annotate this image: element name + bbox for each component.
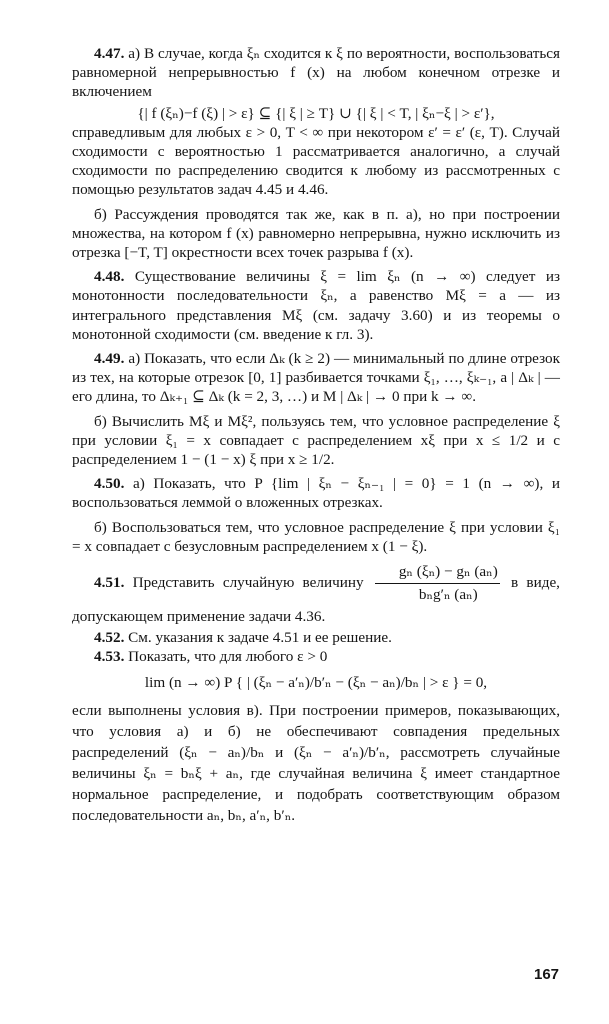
paragraph-4-53 — [72, 647, 560, 666]
fraction-numerator: gₙ (ξₙ) − gₙ (aₙ) — [375, 561, 500, 584]
paragraph-text: в виде, допускающем применение задачи 4.36. — [72, 574, 560, 626]
problem-number: 4.50. — [94, 475, 125, 493]
paragraph-4-50b: б) Воспользоваться тем, что условное распределение ξ при условии ξ₁ = x совпадает с безусловным распределением x (1 − ξ). — [72, 518, 560, 555]
paragraph-text: а) В случае, когда ξₙ сходится к ξ по вероятности, воспользоваться равномерной непрерывностью f (x) на любом конечном отрезке и включением — [72, 45, 560, 101]
page-number: 167 — [534, 966, 560, 983]
paragraph-text: См. указания к задаче 4.51 и ее решение. — [124, 629, 392, 647]
formula-limit: lim (n → ∞) P { | (ξₙ − a′ₙ)/b′ₙ − (ξₙ − aₙ)/bₙ | > ε } = 0, — [144, 674, 488, 692]
paragraph-text: а) Показать, что если Δₖ (k ≥ 2) — минимальный по длине отрезок из тех, на которые отрезок [0, 1] разбивается точками ξ₁, …, ξₖ₋₁, а | Δₖ | — его длина, то Δₖ₊₁ ⊆ Δₖ (k = 2, 3, …) и M | Δₖ | → 0 при k → ∞. — [72, 350, 560, 406]
paragraph-4-47b: б) Рассуждения проводятся так же, как в п. а), но при построении множества, на котором f (x) равномерно непрерывна, нужно исключить из отрезка [−T, T] окрестности всех точек разрыва f (x). — [72, 205, 560, 262]
paragraph-4-47-cont: справедливым для любых ε > 0, T < ∞ при некотором ε′ = ε′ (ε, T). Случай сходимости с вероятностью 1 рассматривается аналогично, а случай сходимости по распределению сводится к любому из рассмотренных с помощью результатов задач 4.45 и 4.46. — [72, 123, 560, 199]
paragraph-4-49a — [72, 349, 560, 407]
paragraph-text: Показать, что для любого ε > 0 — [124, 648, 328, 666]
fraction-denominator: bₙg′ₙ (aₙ) — [418, 586, 478, 604]
formula-inclusion: {| f (ξₙ)−f (ξ) | > ε} ⊆ {| ξ | ≥ T} ∪ {| ξ | < T, | ξₙ−ξ | > ε′}, — [137, 104, 495, 122]
paragraph-4-49b: б) Вычислить Mξ и Mξ², пользуясь тем, что условное распределение ξ при условии ξ₁ = x совпадает с распределением xξ при x ≤ 1/2 и с распределением 1 − (1 − x) ξ при x ≥ 1/2. — [72, 412, 560, 469]
paragraph-4-50a — [72, 474, 560, 512]
problem-number: 4.47. — [94, 45, 125, 62]
problem-number: 4.51. — [94, 574, 125, 592]
problem-number: 4.53. — [94, 648, 125, 666]
fraction — [375, 561, 500, 606]
problem-number: 4.52. — [94, 629, 125, 647]
paragraph-4-51 — [72, 561, 560, 628]
paragraph-4-47a — [72, 44, 560, 102]
page-body — [72, 44, 560, 826]
problem-number: 4.49. — [94, 350, 125, 368]
paragraph-text: Существование величины ξ = lim ξₙ (n → ∞) следует из монотонности последовательности ξₙ, а равенство Mξ = a — из интегрального представления Mξ (см. задачу 3.60) и из теоремы о монотонной сходимости (см. введение к гл. 3). — [72, 268, 560, 343]
paragraph-4-48 — [72, 267, 560, 344]
paragraph-text: Представить случайную величину — [124, 574, 372, 592]
paragraph-4-53-cont: если выполнены условия в). При построении примеров, показывающих, что условия а) и б) не обеспечивают совпадения предельных распределений (ξₙ − aₙ)/bₙ и (ξₙ − a′ₙ)/b′ₙ, рассмотреть случайные величины ξₙ = bₙξ + aₙ, где случайная величина ξ имеет стандартное нормальное распределение, и подобрать соответствующим образом последовательности aₙ, bₙ, a′ₙ, b′ₙ. — [72, 702, 560, 825]
paragraph-text: а) Показать, что P {lim | ξₙ − ξₙ₋₁ | = 0} = 1 (n → ∞), и воспользоваться леммой о вложенных отрезках. — [72, 475, 560, 512]
paragraph-4-52 — [72, 628, 560, 647]
problem-number: 4.48. — [94, 268, 125, 286]
